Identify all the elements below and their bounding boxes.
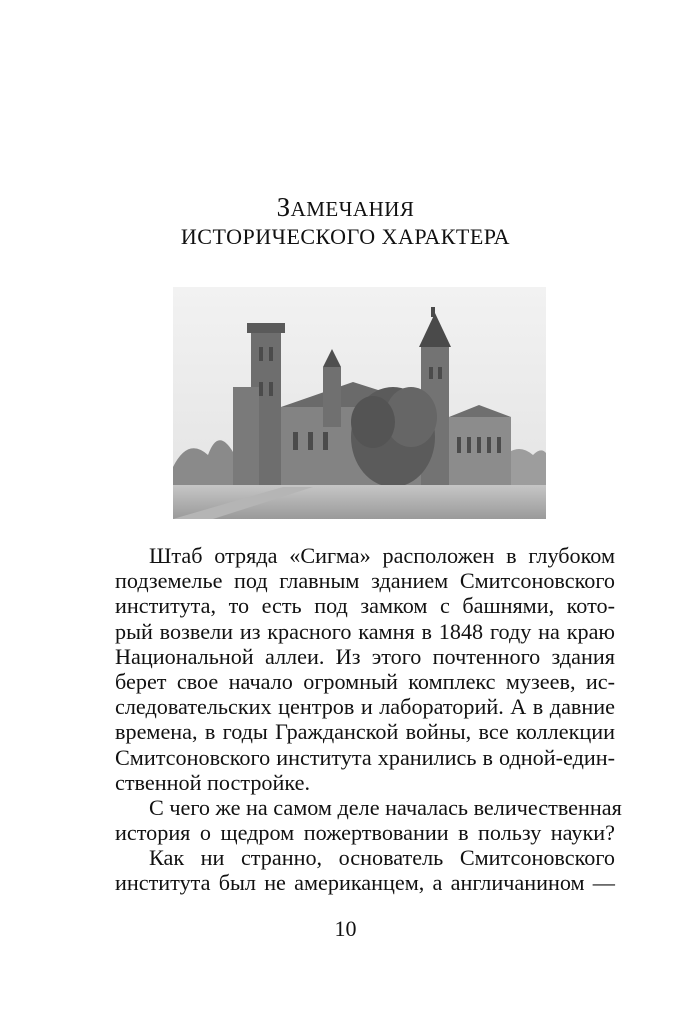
text-line: ственной постройке.	[115, 769, 311, 795]
chapter-subtitle: ИСТОРИЧЕСКОГО ХАРАКТЕРА	[180, 224, 511, 249]
text-line: института, то есть под замком с башнями, кото-	[115, 593, 615, 619]
text-line: Смитсоновского института хранились в одной-един-	[115, 744, 615, 770]
chapter-title-initial: З	[276, 192, 291, 222]
text-line: института был не американцем, а англичанином —	[115, 870, 615, 896]
text-line: Национальной аллеи. Из этого почтенного здания	[115, 643, 615, 669]
chapter-title	[0, 192, 691, 223]
text-line: подземелье под главным зданием Смитсоновского	[115, 568, 615, 594]
text-line: Как ни странно, основатель Смитсоновского	[149, 845, 615, 871]
smithsonian-castle-photo	[173, 287, 546, 519]
text-line: С чего же на самом деле началась величественная	[149, 794, 622, 820]
text-line: рый возвели из красного камня в 1848 году на краю	[115, 618, 615, 644]
chapter-title-rest: АМЕЧАНИЯ	[290, 197, 415, 221]
page-number: 10	[334, 916, 357, 941]
text-line: берет свое начало огромный комплекс музеев, ис-	[115, 668, 615, 694]
text-line: история о щедром пожертвовании в пользу науки?	[115, 820, 615, 846]
text-line: Штаб отряда «Сигма» расположен в глубоком	[149, 543, 615, 568]
text-line: времена, в годы Гражданской войны, все коллекции	[115, 719, 615, 745]
text-line: следовательских центров и лабораторий. А в давние	[115, 694, 615, 720]
body-text	[115, 543, 622, 896]
